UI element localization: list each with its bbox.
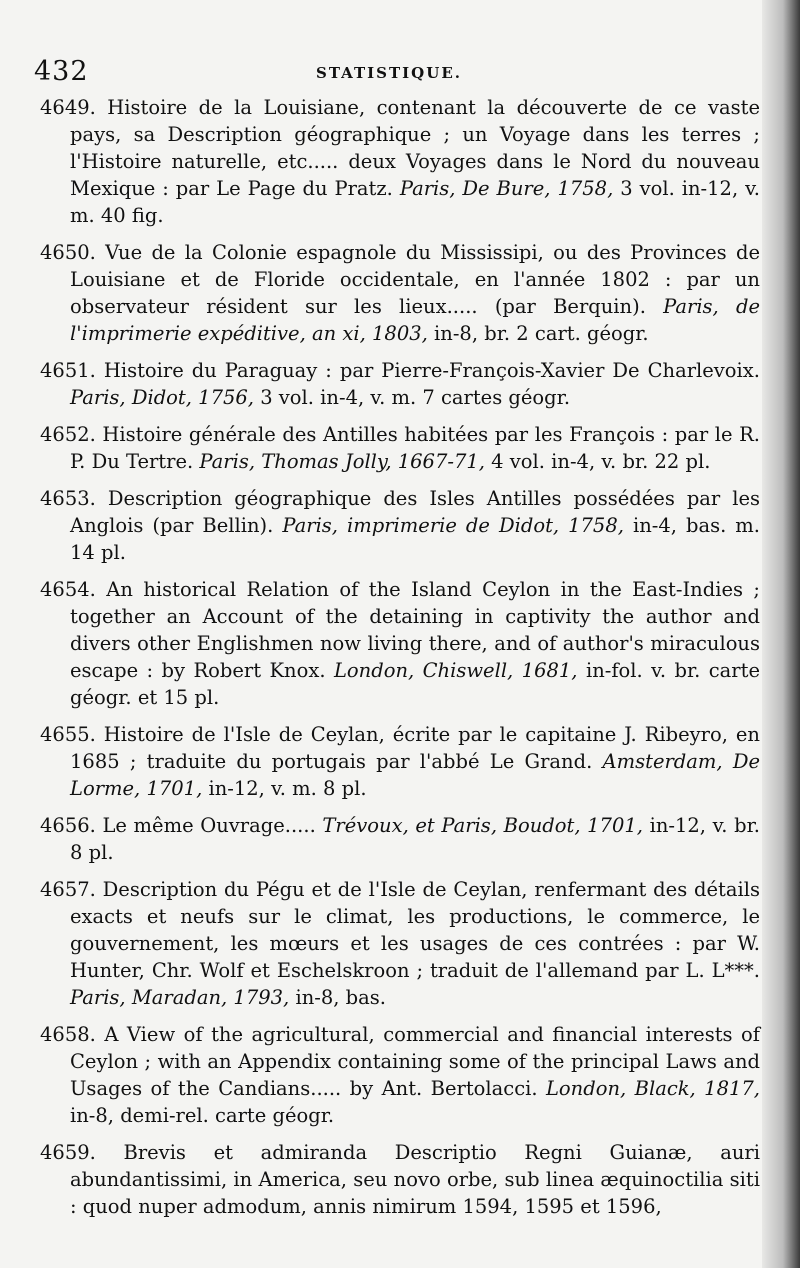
- running-head: STATISTIQUE.: [316, 64, 462, 82]
- entry-number: 4657.: [40, 878, 96, 901]
- entry-title: Histoire du Paraguay : par Pierre-François-Xavier De Charlevoix.: [103, 359, 760, 382]
- entry-imprint: Paris, imprimerie de Didot, 1758,: [282, 514, 624, 537]
- catalogue-entry: [40, 721, 760, 802]
- entry-title: Histoire de l'Isle de Ceylan, écrite par le capitaine J. Ribeyro, en 1685 ; traduite du portugais par l'abbé Le Grand.: [70, 723, 760, 773]
- entry-imprint: London, Black, 1817,: [545, 1077, 760, 1100]
- entry-number: 4652.: [40, 423, 96, 446]
- entry-number: 4658.: [40, 1023, 96, 1046]
- entry-details: 4 vol. in-4, v. br. 22 pl.: [491, 450, 711, 473]
- entry-number: 4651.: [40, 359, 96, 382]
- entry-number: 4659.: [40, 1141, 96, 1164]
- entry-number: 4649.: [40, 96, 96, 119]
- entry-title: Histoire de la Louisiane, contenant la découverte de ce vaste pays, sa Description géographique ; un Voyage dans les terres ; l'Histoire naturelle, etc..... deux Voyages dans le Nord du nouveau Mexique : par Le Page du Pratz.: [70, 96, 760, 200]
- entry-details: in-8, demi-rel. carte géogr.: [70, 1104, 335, 1127]
- entry-title: A View of the agricultural, commercial and financial interests of Ceylon ; with an Appendix containing some of the principal Laws and Usages of the Candians..... by Ant. Bertolacci.: [70, 1023, 761, 1100]
- entry-imprint: London, Chiswell, 1681,: [333, 659, 578, 682]
- catalogue-entry: [40, 1021, 760, 1129]
- catalogue-entry: [40, 239, 760, 347]
- entry-imprint: Paris, Didot, 1756,: [70, 386, 254, 409]
- entry-imprint: Amsterdam, De Lorme, 1701,: [70, 750, 761, 800]
- entry-title: An historical Relation of the Island Ceylon in the East-Indies ; together an Account of the detaining in captivity the author and divers other Englishmen now living there, and of author's miraculous escape : by Robert Knox.: [70, 578, 760, 682]
- entry-imprint: Paris, de l'imprimerie expéditive, an xi, 1803,: [70, 295, 760, 345]
- catalogue-entry: [40, 485, 760, 566]
- entry-number: 4654.: [40, 578, 96, 601]
- entry-imprint: Paris, Maradan, 1793,: [70, 986, 290, 1009]
- catalogue-entry: [40, 94, 760, 229]
- entry-title: Histoire générale des Antilles habitées par les François : par le R. P. Du Tertre.: [70, 423, 761, 473]
- catalogue-entries: [40, 94, 760, 1230]
- entry-number: 4655.: [40, 723, 96, 746]
- page-number: 432: [34, 56, 89, 87]
- entry-details: in-fol. v. br. carte géogr. et 15 pl.: [70, 659, 761, 709]
- entry-number: 4656.: [40, 814, 96, 837]
- catalogue-entry: [40, 421, 760, 475]
- page-gutter-shadow: [762, 0, 800, 1268]
- entry-details: in-12, v. m. 8 pl.: [208, 777, 367, 800]
- entry-number: 4650.: [40, 241, 96, 264]
- entry-details: in-12, v. br. 8 pl.: [70, 814, 760, 864]
- entry-imprint: Paris, De Bure, 1758,: [399, 177, 614, 200]
- entry-title: Brevis et admiranda Descriptio Regni Guianæ, auri abundantissimi, in America, seu novo orbe, sub linea æquinoctilia siti : quod nuper admodum, annis nimirum 1594, 1595 et 1596,: [70, 1141, 760, 1218]
- catalogue-entry: [40, 876, 760, 1011]
- entry-imprint: Paris, Thomas Jolly, 1667-71,: [199, 450, 485, 473]
- catalogue-entry: [40, 576, 760, 711]
- entry-details: 3 vol. in-4, v. m. 7 cartes géogr.: [260, 386, 571, 409]
- entry-title: Vue de la Colonie espagnole du Mississipi, ou des Provinces de Louisiane et de Floride occidentale, en l'année 1802 : par un observateur résident sur les lieux..... (par Berquin).: [70, 241, 761, 318]
- entry-details: in-8, bas.: [295, 986, 386, 1009]
- entry-title: Description géographique des Isles Antilles possédées par les Anglois (par Bellin).: [70, 487, 761, 537]
- entry-title: Le même Ouvrage.....: [102, 814, 316, 837]
- entry-number: 4653.: [40, 487, 96, 510]
- entry-details: in-4, bas. m. 14 pl.: [70, 514, 760, 564]
- entry-title: Description du Pégu et de l'Isle de Ceylan, renfermant des détails exacts et neufs sur le climat, les productions, le commerce, le gouvernement, les mœurs et les usages de ces contrées : par W. Hunter, Chr. Wolf et Eschelskroon ; traduit de l'allemand par L. L***.: [70, 878, 760, 982]
- entry-imprint: Trévoux, et Paris, Boudot, 1701,: [322, 814, 643, 837]
- page-header: [34, 54, 754, 94]
- entry-details: in-8, br. 2 cart. géogr.: [434, 322, 649, 345]
- catalogue-entry: [40, 357, 760, 411]
- entry-details: 3 vol. in-12, v. m. 40 fig.: [70, 177, 761, 227]
- catalogue-entry: [40, 1139, 760, 1220]
- catalogue-entry: [40, 812, 760, 866]
